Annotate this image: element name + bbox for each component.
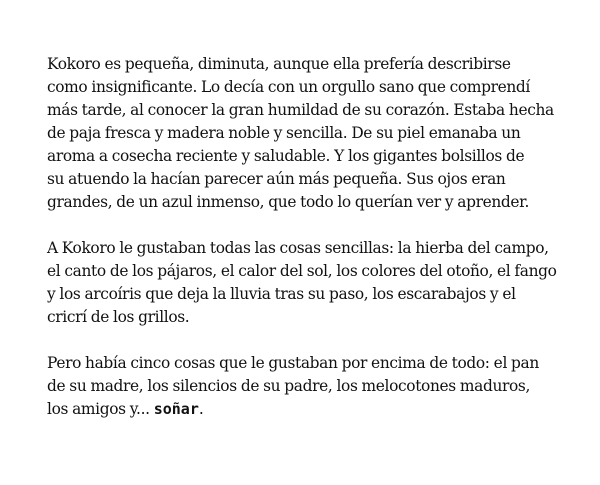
final-line-suffix: .: [198, 400, 204, 418]
text-line: de su madre, los silencios de su padre, los melocotones maduros,: [47, 377, 531, 395]
text-line: cricrí de los grillos.: [47, 308, 190, 326]
story-text: [47, 53, 575, 421]
paragraph-spacer: [47, 329, 575, 352]
text-line: y los arcoíris que deja la lluvia tras su paso, los escarabajos y el: [47, 285, 516, 303]
paragraph-2: [47, 237, 575, 329]
text-line: su atuendo la hacían parecer aún más pequeña. Sus ojos eran: [47, 170, 506, 188]
text-line: el canto de los pájaros, el calor del sol, los colores del otoño, el fango: [47, 262, 557, 280]
text-line: Pero había cinco cosas que le gustaban por encima de todo: el pan: [47, 354, 539, 372]
text-line: grandes, de un azul inmenso, que todo lo querían ver y aprender.: [47, 193, 530, 211]
text-line: de paja fresca y madera noble y sencilla. De su piel emanaba un: [47, 124, 521, 142]
text-line: más tarde, al conocer la gran humildad de su corazón. Estaba hecha: [47, 101, 554, 119]
paragraph-1: [47, 53, 575, 214]
final-line: [47, 398, 575, 421]
text-line: aroma a cosecha reciente y saludable. Y los gigantes bolsillos de: [47, 147, 525, 165]
text-line: A Kokoro le gustaban todas las cosas sencillas: la hierba del campo,: [47, 239, 549, 257]
text-line: como insignificante. Lo decía con un orgullo sano que comprendí: [47, 78, 530, 96]
paragraph-3: [47, 352, 575, 421]
final-line-prefix: los amigos y...: [47, 400, 154, 418]
paragraph-spacer: [47, 214, 575, 237]
emphasized-word: soñar: [153, 400, 199, 418]
text-line: Kokoro es pequeña, diminuta, aunque ella prefería describirse: [47, 55, 511, 73]
